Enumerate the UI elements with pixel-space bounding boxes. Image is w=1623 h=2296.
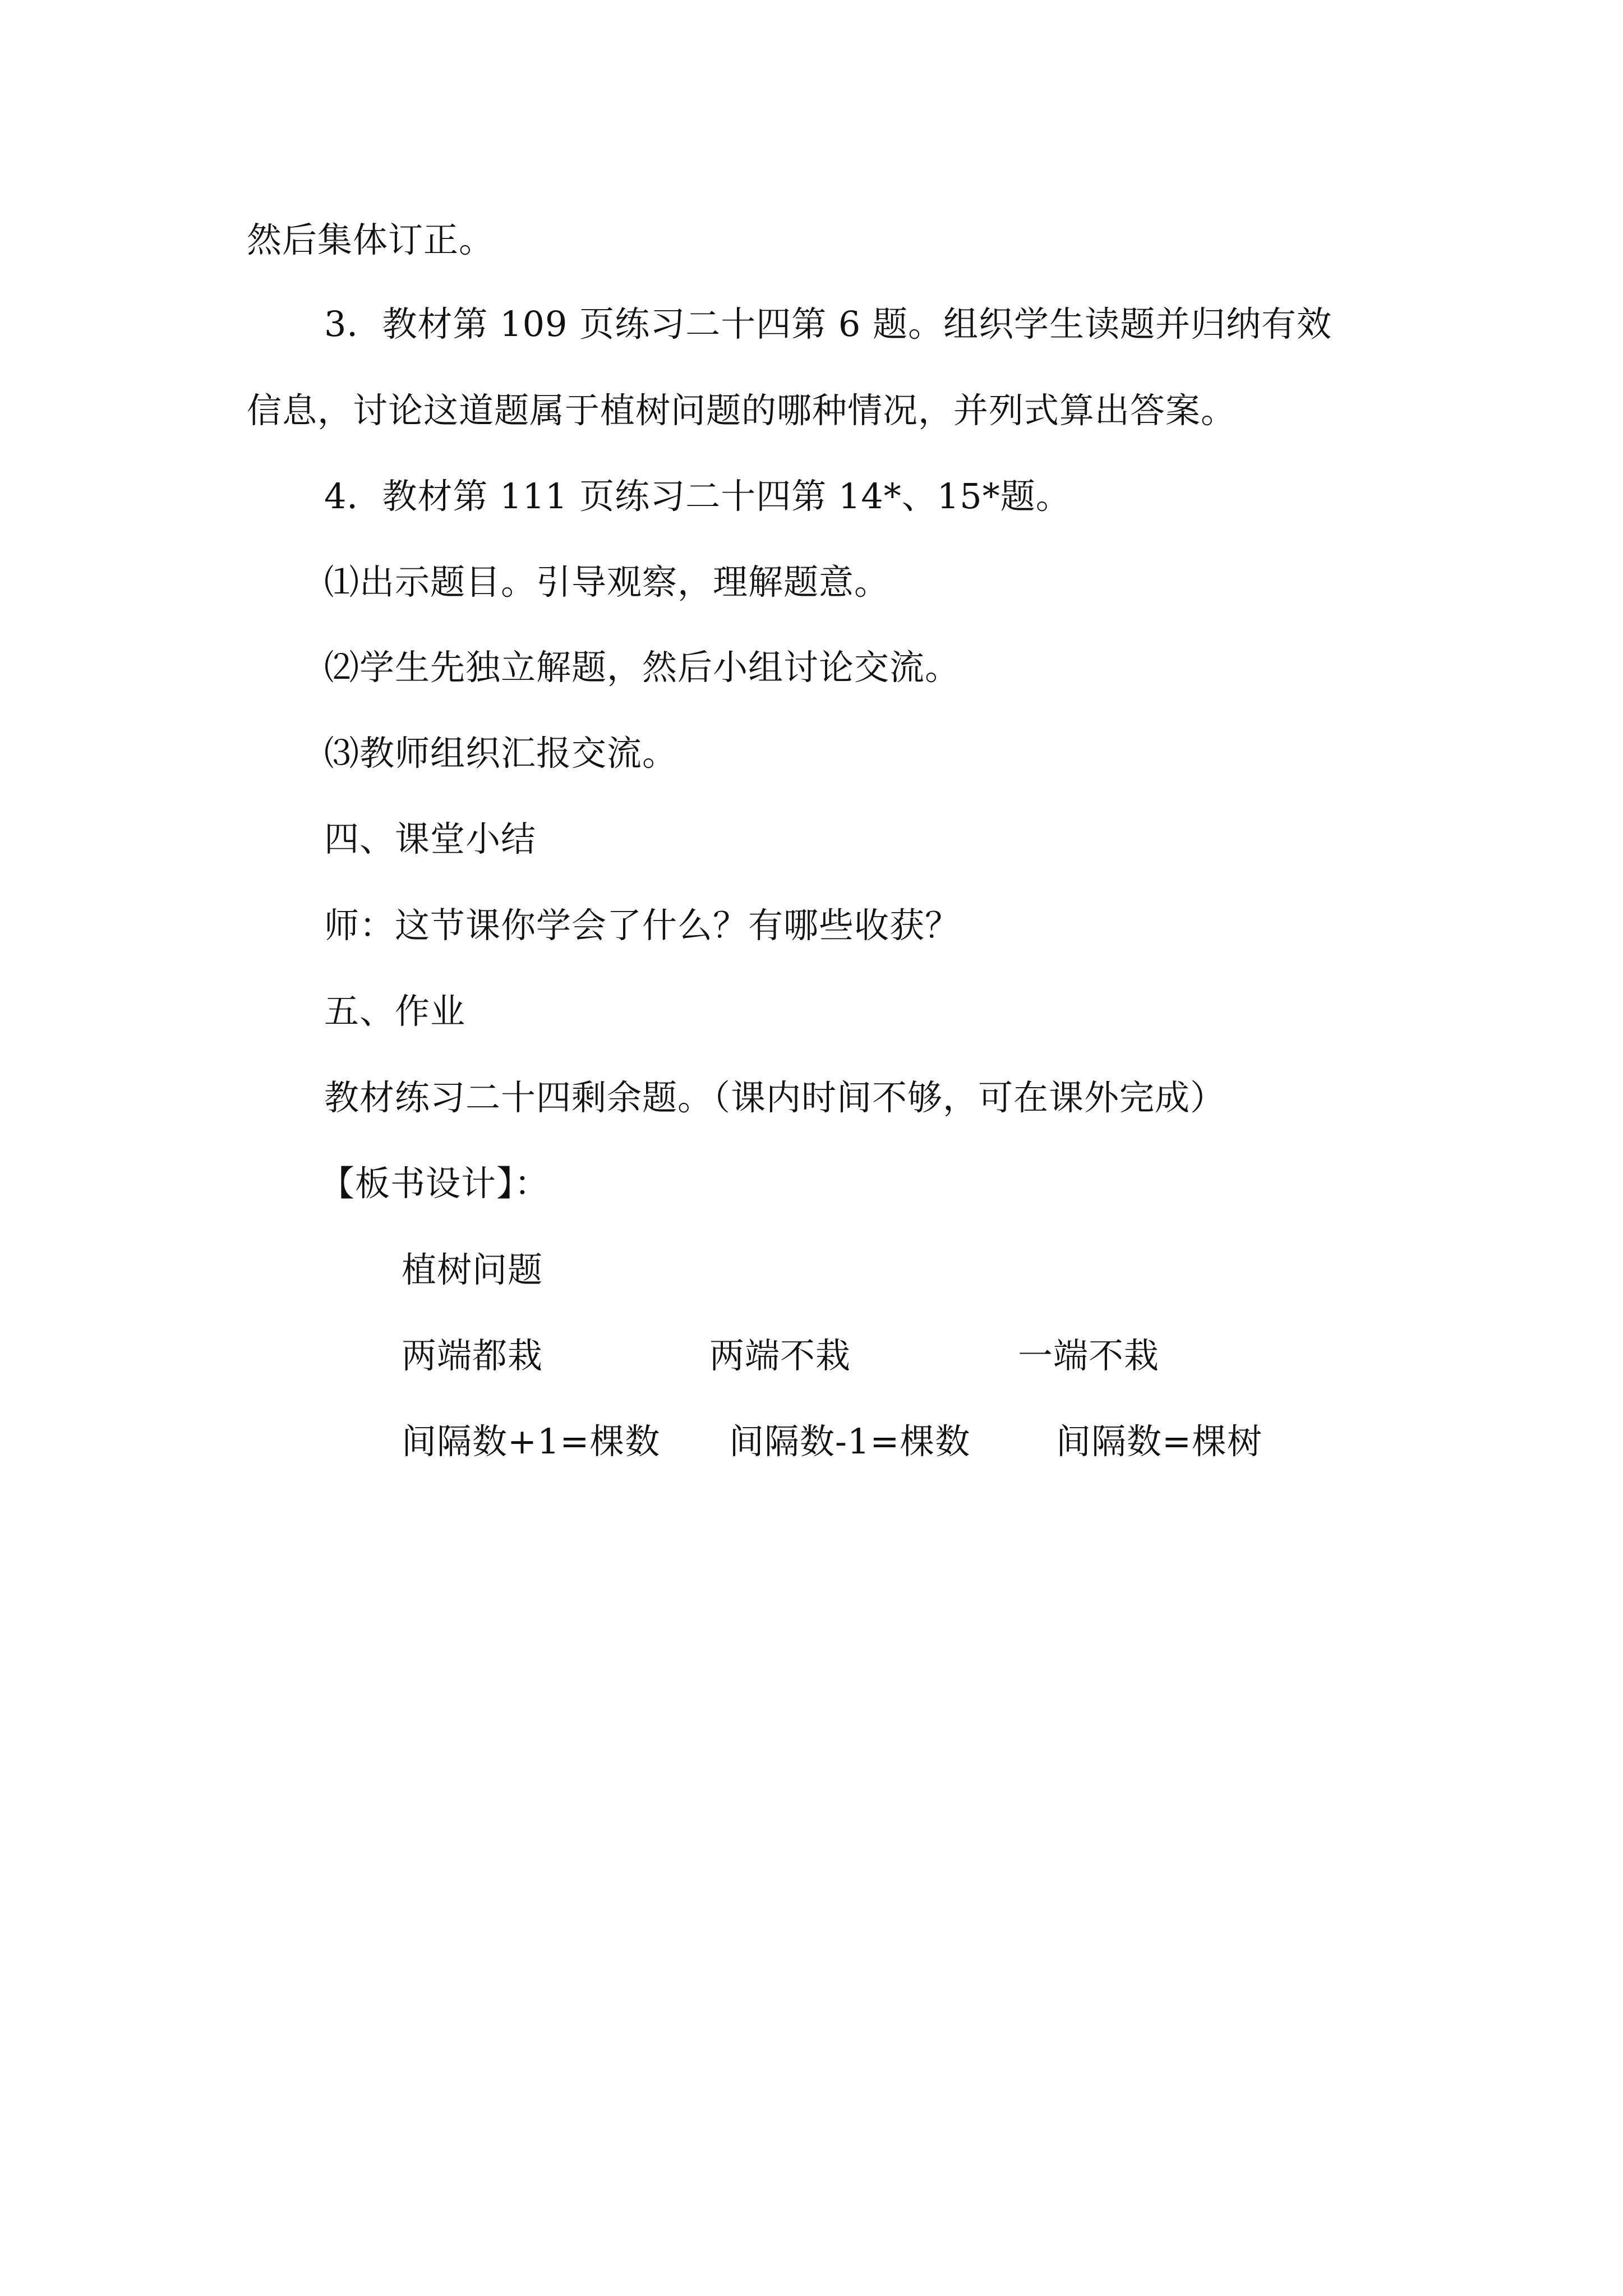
board-case-no-ends: 两端不栽 xyxy=(709,1335,851,1376)
board-title: 植树问题 xyxy=(402,1249,543,1290)
board-formula-no-ends: 间隔数-1=棵数 xyxy=(729,1421,971,1462)
board-design-heading: 【板书设计】： xyxy=(320,1163,550,1204)
board-case-one-end: 一端不栽 xyxy=(1018,1335,1160,1376)
teacher-question: 师：这节课你学会了什么？有哪些收获？ xyxy=(324,905,961,946)
sub-item-2: ⑵学生先独立解题，然后小组讨论交流。 xyxy=(324,647,961,688)
paragraph-item-3-line-1: 3．教材第 109 页练习二十四第 6 题。组织学生读题并归纳有效 xyxy=(324,303,1332,344)
paragraph-item-4: 4．教材第 111 页练习二十四第 14*、15*题。 xyxy=(324,476,1071,517)
board-formula-both-ends: 间隔数+1=棵数 xyxy=(402,1421,661,1462)
paragraph-continuation: 然后集体订正。 xyxy=(247,219,495,260)
board-case-both-ends: 两端都栽 xyxy=(402,1335,543,1376)
paragraph-item-3-line-2: 信息，讨论这道题属于植树问题的哪种情况，并列式算出答案。 xyxy=(247,390,1237,431)
sub-item-1: ⑴出示题目。引导观察，理解题意。 xyxy=(324,562,890,602)
section-heading-summary: 四、课堂小结 xyxy=(324,818,537,859)
homework-text: 教材练习二十四剩余题。（课内时间不够，可在课外完成） xyxy=(324,1077,1226,1118)
sub-item-3: ⑶教师组织汇报交流。 xyxy=(324,733,678,774)
section-heading-homework: 五、作业 xyxy=(324,991,466,1032)
board-formula-one-end: 间隔数=棵树 xyxy=(1056,1421,1262,1462)
